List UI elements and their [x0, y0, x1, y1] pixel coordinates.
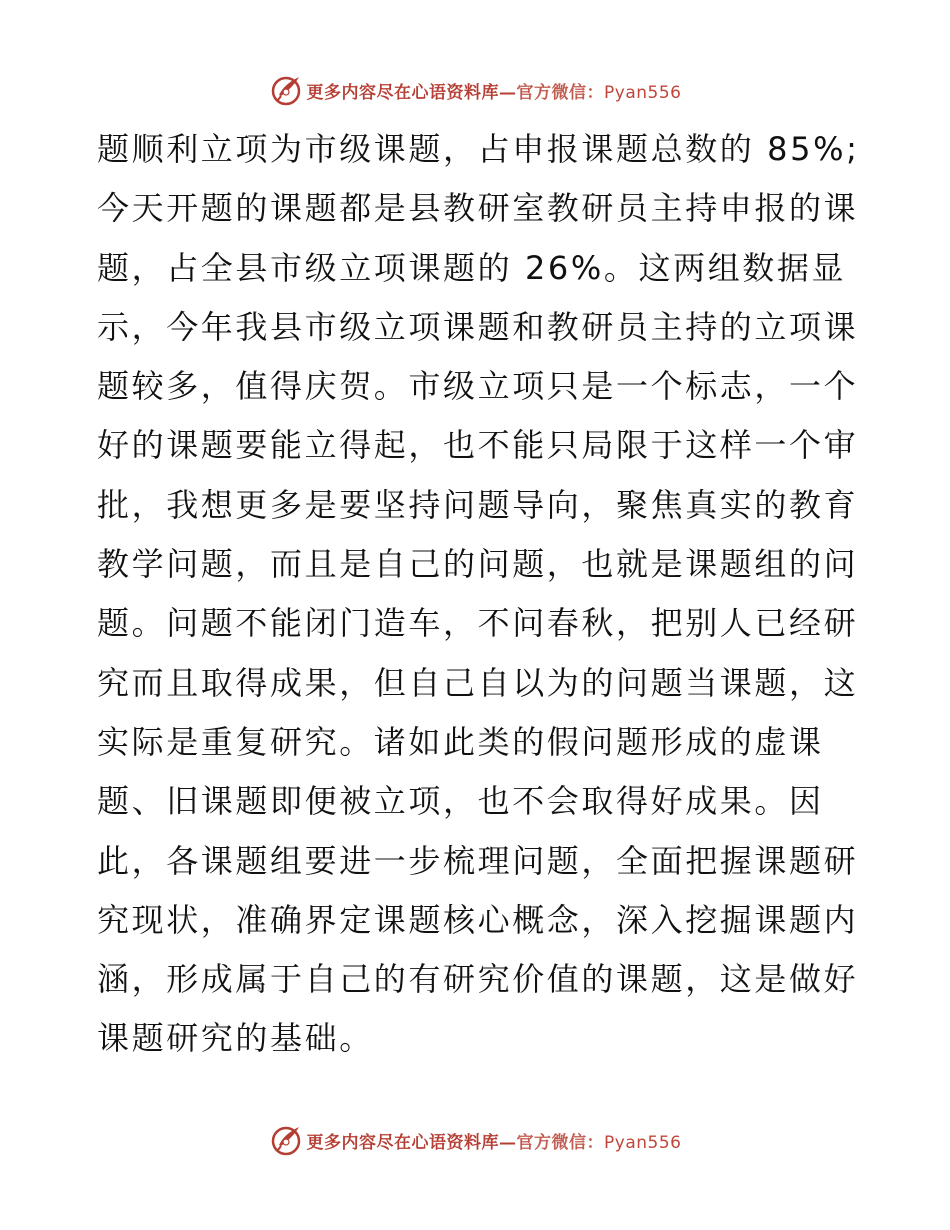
- header-watermark: [0, 70, 950, 110]
- body-line: 究现状，准确界定课题核心概念，深入挖掘课题内: [97, 900, 859, 939]
- document-body: [97, 120, 860, 1069]
- body-line: 题顺利立项为市级课题，占申报课题总数的 85%;: [97, 130, 860, 168]
- watermark-brand: 更多内容尽在心语资料库: [306, 82, 500, 103]
- body-line: 题。问题不能闭门造车，不问春秋，把别人已经研: [97, 604, 859, 643]
- body-line: 题、旧课题即便被立项，也不会取得好成果。因: [97, 782, 824, 821]
- body-line: 实际是重复研究。诸如此类的假问题形成的虚课: [97, 722, 824, 761]
- body-line: 今天开题的课题都是县教研室教研员主持申报的课: [97, 189, 859, 228]
- body-line: 课题研究的基础。: [97, 1019, 374, 1058]
- body-line: 好的课题要能立得起，也不能只局限于这样一个审: [97, 426, 859, 465]
- body-line: 题，占全县市级立项课题的 26%。这两组数据显: [97, 248, 847, 287]
- watermark-separator: —: [499, 1132, 517, 1153]
- quill-logo-icon: [269, 73, 303, 107]
- body-line: 此，各课题组要进一步梳理问题，全面把握课题研: [97, 841, 859, 880]
- watermark-separator: —: [499, 82, 517, 103]
- watermark-text: [307, 1128, 682, 1153]
- body-line: 教学问题，而且是自己的问题，也就是课题组的问: [97, 545, 859, 584]
- watermark-handle: Pyan556: [604, 1132, 682, 1153]
- body-line: 题较多，值得庆贺。市级立项只是一个标志，一个: [97, 367, 859, 406]
- watermark-handle: Pyan556: [604, 82, 682, 103]
- body-line: 究而且取得成果，但自己自以为的问题当课题，这: [97, 663, 859, 702]
- quill-logo-icon: [269, 1123, 303, 1157]
- footer-watermark: [0, 1120, 950, 1160]
- body-line: 批，我想更多是要坚持问题导向，聚焦真实的教育: [97, 485, 859, 524]
- body-line: 示，今年我县市级立项课题和教研员主持的立项课: [97, 307, 859, 346]
- watermark-text: [307, 78, 682, 103]
- body-line: 涵，形成属于自己的有研究价值的课题，这是做好: [97, 960, 859, 999]
- watermark-wechat-label: 官方微信：: [516, 1132, 605, 1153]
- watermark-wechat-label: 官方微信：: [516, 82, 605, 103]
- watermark-brand: 更多内容尽在心语资料库: [306, 1132, 500, 1153]
